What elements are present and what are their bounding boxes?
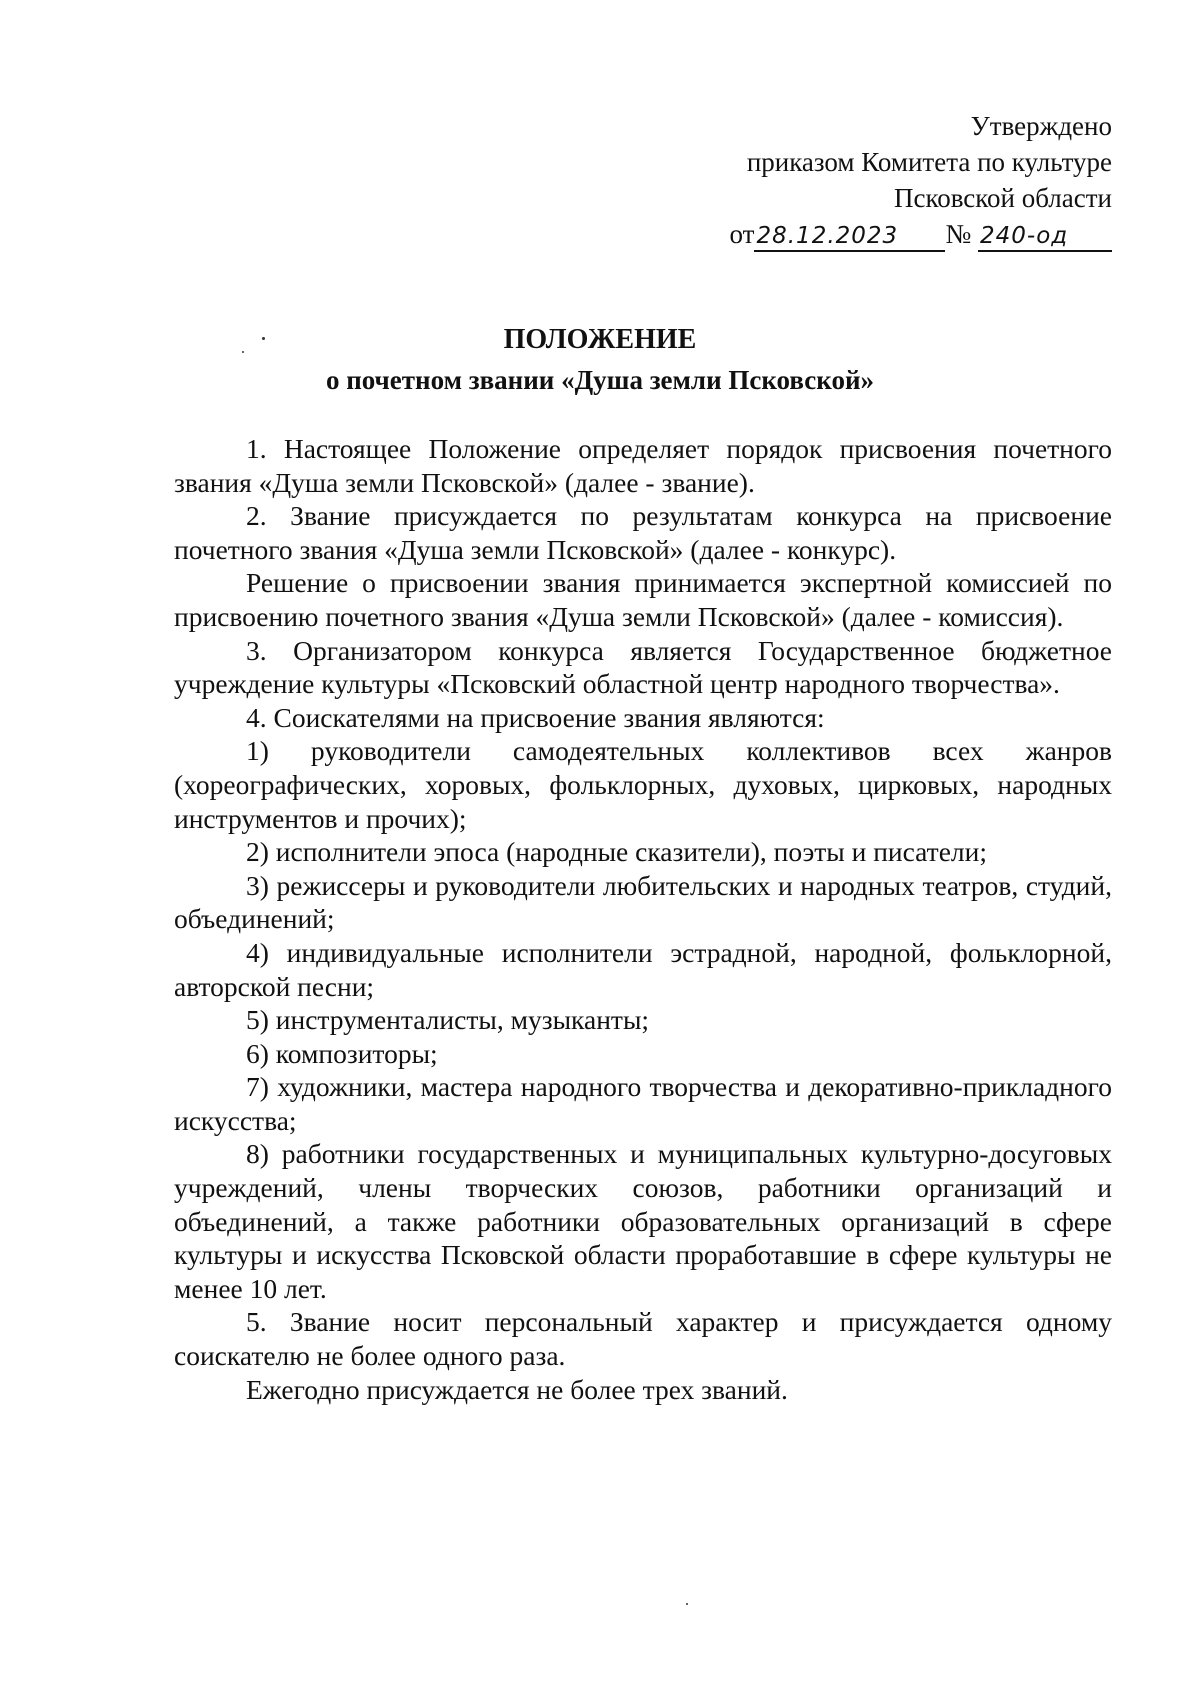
approval-line-2: приказом Комитета по культуре (746, 147, 1112, 177)
list-item-6: 6) композиторы; (246, 1037, 438, 1069)
paragraph-5: 4. Соискателями на присвоение звания являются: (246, 701, 825, 733)
approval-order-line (730, 216, 1112, 252)
scan-speck (242, 351, 244, 353)
number-label: № (945, 219, 972, 249)
approval-block (730, 108, 1112, 252)
document-body (174, 432, 1112, 1406)
paragraph-2: 2. Звание присуждается по результатам конкурса на присвоение почетного звания «Душа земли Псковской» (далее - конкурс). (174, 500, 1112, 565)
approval-line-3: Псковской области (893, 183, 1112, 213)
list-item-5: 5) инструменталисты, музыканты; (246, 1004, 650, 1036)
document-title: ПОЛОЖЕНИЕ (503, 324, 697, 355)
paragraph-6: 5. Звание носит персональный характер и присуждается одному соискателю не более одного раза. (174, 1306, 1112, 1372)
paragraph-4: 3. Организатором конкурса является Государственное бюджетное учреждение культуры «Псковский областной центр народного творчества». (174, 634, 1112, 700)
document-subtitle: о почетном звании «Душа земли Псковской» (325, 365, 875, 395)
scan-speck (686, 1603, 688, 1605)
handwritten-date: 28.12.2023 (754, 222, 945, 252)
paragraph-1: 1. Настоящее Положение определяет порядок присвоения почетного звания «Душа земли Псковской» (далее - звание). (174, 433, 1112, 498)
list-item-3: 3) режиссеры и руководители любительских и народных театров, студий, объединений; (174, 869, 1112, 935)
from-label: от (729, 219, 755, 249)
list-item-1: 1) руководители самодеятельных коллективов всех жанров (хореографических, хоровых, фольклорных, духовых, цирковых, народных инструментов и прочих); (174, 735, 1112, 834)
list-item-2: 2) исполнители эпоса (народные сказители), поэты и писатели; (246, 836, 987, 868)
approval-line-1: Утверждено (970, 111, 1112, 141)
paragraph-7: Ежегодно присуждается не более трех званий. (246, 1373, 788, 1405)
handwritten-order-number: 240-од (978, 222, 1112, 252)
scan-speck (262, 337, 265, 340)
list-item-8: 8) работники государственных и муниципальных культурно-досуговых учреждений, члены творческих союзов, работники организаций и объединений, а также работники образовательных организаций в сфере культуры и искусства Псковской области проработавшие в сфере культуры не менее 10 лет. (174, 1138, 1112, 1304)
list-item-7: 7) художники, мастера народного творчества и декоративно-прикладного искусства; (174, 1071, 1112, 1136)
paragraph-3: Решение о присвоении звания принимается экспертной комиссией по присвоению почетного звания «Душа земли Псковской» (далее - комиссия). (174, 567, 1112, 632)
list-item-4: 4) индивидуальные исполнители эстрадной, народной, фольклорной, авторской песни; (174, 936, 1112, 1002)
